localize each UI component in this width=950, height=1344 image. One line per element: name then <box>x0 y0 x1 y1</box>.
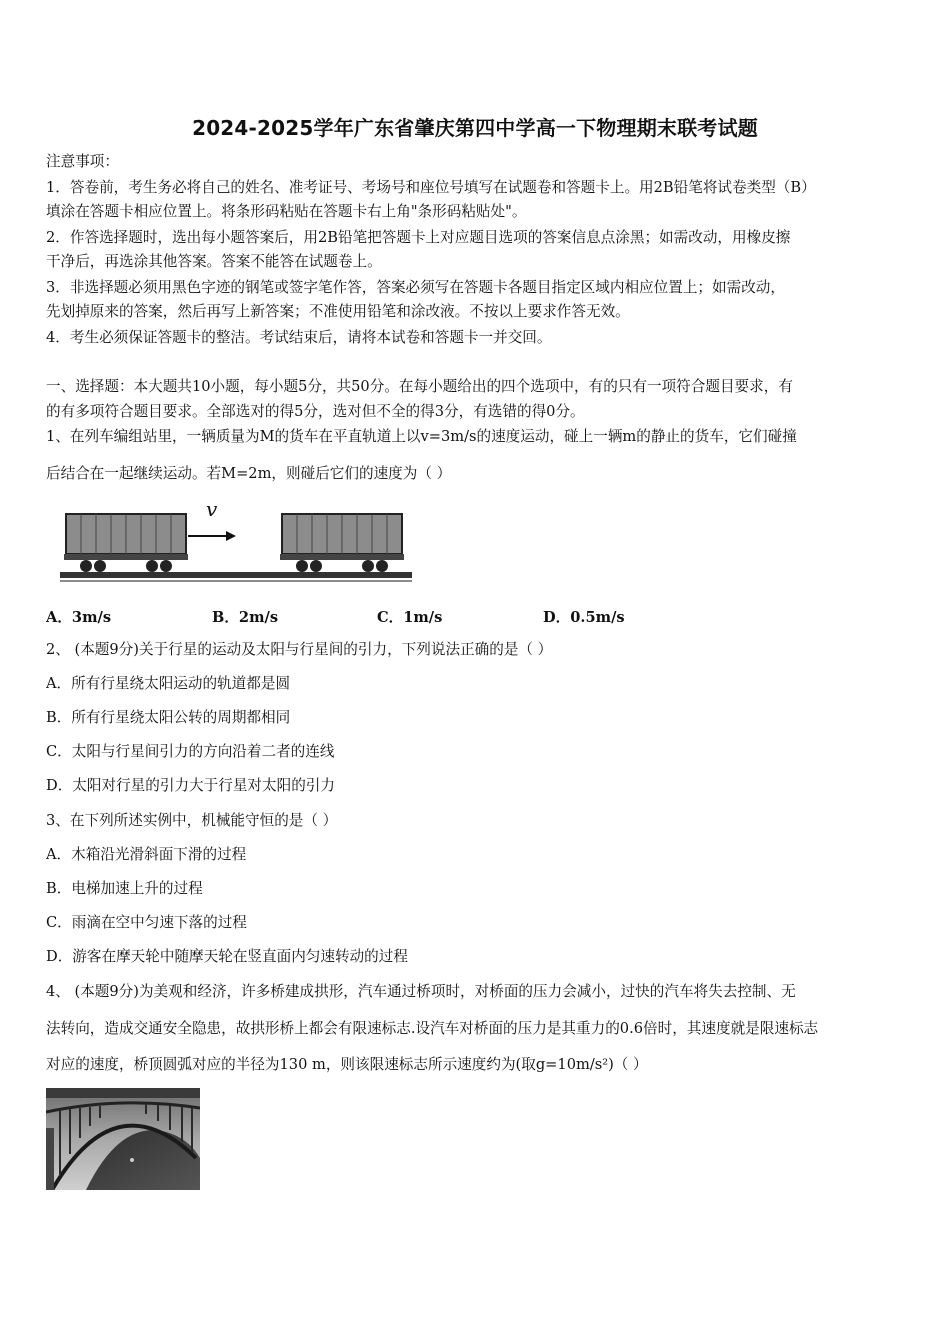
q3-option: C．雨滴在空中匀速下落的过程 <box>46 914 247 931</box>
q1-stem-line: 1、在列车编组站里，一辆质量为M的货车在平直轨道上以v=3m/s的速度运动，碰上一辆m的静止的货车，它们碰撞 <box>46 428 797 445</box>
q2-option: B．所有行星绕太阳公转的周期都相同 <box>46 709 291 726</box>
velocity-label: v <box>206 497 218 521</box>
notice-line: 先划掉原来的答案，然后再写上新答案；不准使用铅笔和涂改液。不按以上要求作答无效。 <box>46 303 630 320</box>
notice-heading: 注意事项： <box>46 153 119 170</box>
q2-option: A．所有行星绕太阳运动的轨道都是圆 <box>46 675 291 692</box>
q1-option-b: B．2m/s <box>212 609 279 626</box>
notice-line: 3．非选择题必须用黑色字迹的钢笔或签字笔作答，答案必须写在答题卡各题目指定区域内相应位置上；如需改动， <box>46 279 785 296</box>
q2-stem: 2、 (本题9分)关于行星的运动及太阳与行星间的引力，下列说法正确的是（ ） <box>46 641 553 658</box>
q1-option-c: C．1m/s <box>377 609 443 626</box>
page-title: 2024-2025学年广东省肇庆第四中学高一下物理期末联考试题 <box>192 116 758 140</box>
q1-option-d: D．0.5m/s <box>543 609 625 626</box>
section-intro-line: 的有多项符合题目要求。全部选对的得5分，选对但不全的得3分，有选错的得0分。 <box>46 403 585 420</box>
q4-stem-line: 对应的速度，桥顶圆弧对应的半径为130 m，则该限速标志所示速度约为(取g=10m/s²)（ ） <box>46 1056 648 1073</box>
section-intro-line: 一、选择题：本大题共10小题，每小题5分，共50分。在每小题给出的四个选项中，有的只有一项符合题目要求，有 <box>46 378 793 395</box>
arch-bridge-photo <box>46 1088 200 1190</box>
notice-line: 1．答卷前，考生务必将自己的姓名、准考证号、考场号和座位号填写在试题卷和答题卡上。用2B铅笔将试卷类型（B） <box>46 179 816 196</box>
q2-option: D．太阳对行星的引力大于行星对太阳的引力 <box>46 777 335 794</box>
q1-option-a: A．3m/s <box>46 609 112 626</box>
notice-line: 4．考生必须保证答题卡的整洁。考试结束后，请将本试卷和答题卡一并交回。 <box>46 329 552 346</box>
notice-line: 2．作答选择题时，选出每小题答案后，用2B铅笔把答题卡上对应题目选项的答案信息点涂黑；如需改动，用橡皮擦 <box>46 229 791 246</box>
q3-option: A．木箱沿光滑斜面下滑的过程 <box>46 846 247 863</box>
q3-option: B．电梯加速上升的过程 <box>46 880 203 897</box>
q3-option: D．游客在摩天轮中随摩天轮在竖直面内匀速转动的过程 <box>46 948 408 965</box>
q4-stem-line: 4、 (本题9分)为美观和经济，许多桥建成拱形，汽车通过桥项时，对桥面的压力会减小，过快的汽车将失去控制、无 <box>46 983 796 1000</box>
q2-option: C．太阳与行星间引力的方向沿着二者的连线 <box>46 743 335 760</box>
q1-options <box>46 606 908 628</box>
q1-stem-line: 后结合在一起继续运动。若M=2m，则碰后它们的速度为（ ） <box>46 465 452 482</box>
q3-stem: 3、在下列所述实例中，机械能守恒的是（ ） <box>46 812 338 829</box>
notice-line: 干净后，再选涂其他答案。答案不能答在试题卷上。 <box>46 253 382 270</box>
notice-line: 填涂在答题卡相应位置上。将条形码粘贴在答题卡右上角"条形码粘贴处"。 <box>46 203 527 220</box>
q4-stem-line: 法转向，造成交通安全隐患，故拱形桥上都会有限速标志.设汽车对桥面的压力是其重力的0.6倍时，其速度就是限速标志 <box>46 1020 819 1037</box>
freight-cars-figure <box>56 496 416 586</box>
